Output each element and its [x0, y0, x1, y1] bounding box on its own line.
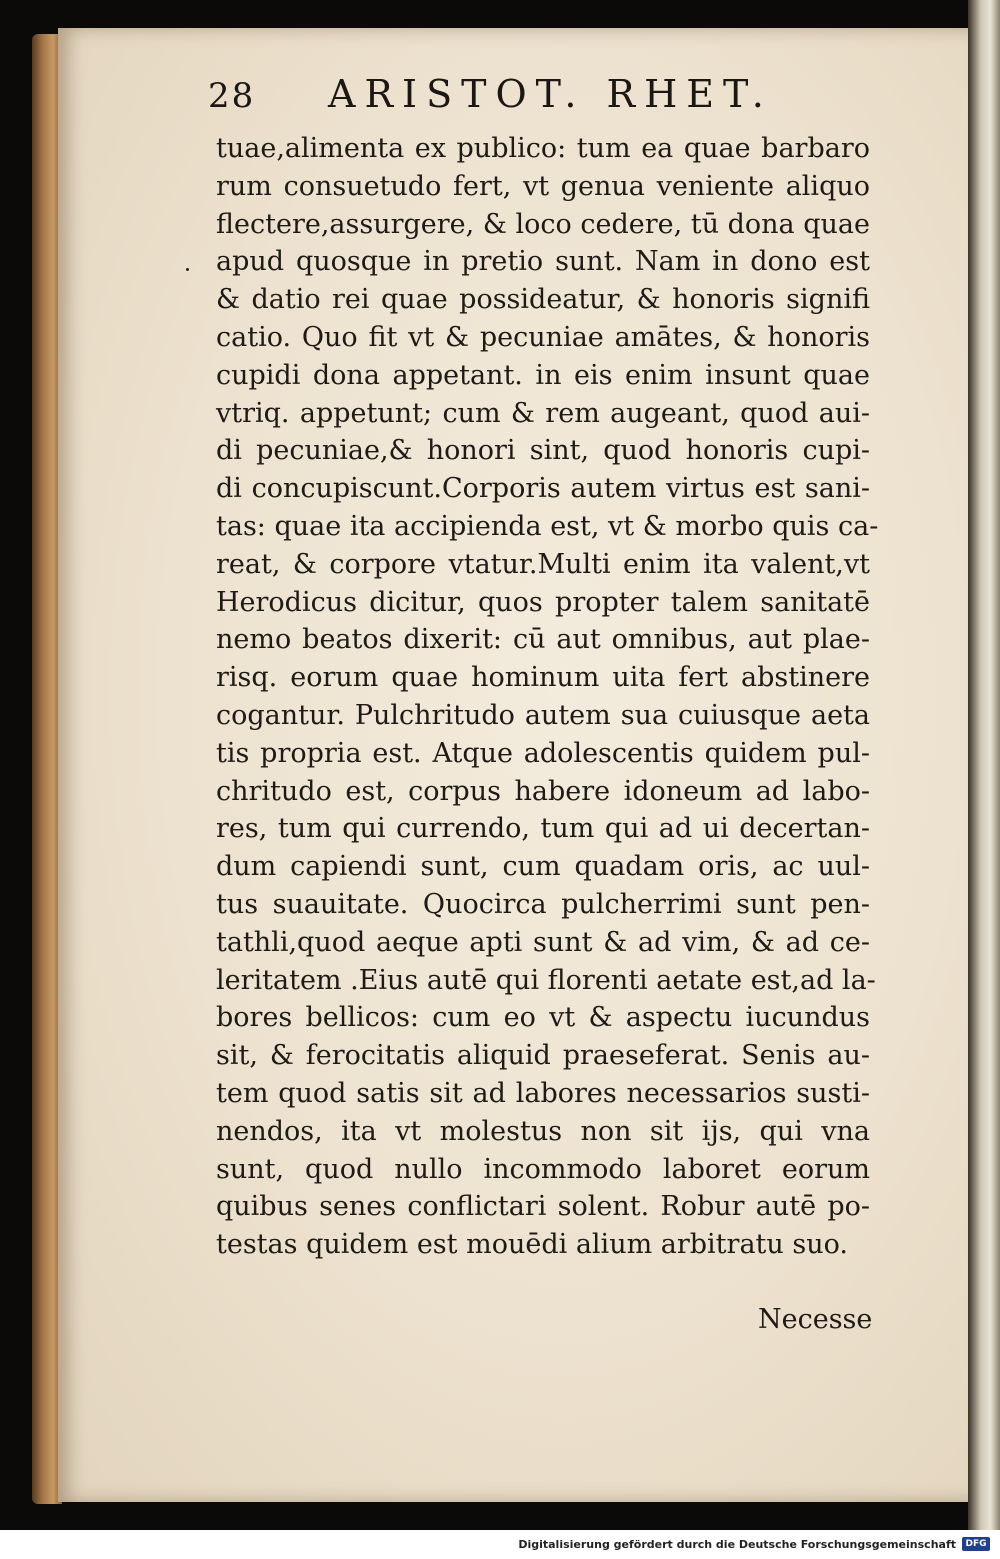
text-line: chritudo est, corpus habere idoneum ad labo- — [216, 775, 870, 807]
text-line: & datio rei quae possideatur, & honoris signifi — [216, 284, 870, 316]
body-text — [216, 130, 879, 1264]
text-line: tis propria est. Atque adolescentis quidem pul- — [216, 737, 870, 769]
text-line: Herodicus dicitur, quos propter talem sanitatē — [216, 586, 870, 618]
text-line: catio. Quo fit vt & pecuniae amātes, & honoris — [216, 321, 870, 353]
text-line: dum capiendi sunt, cum quadam oris, ac uul- — [216, 851, 870, 883]
text-line: tas: quae ita accipienda est, vt & morbo quis ca- — [216, 510, 879, 542]
text-line: tus suauitate. Quocirca pulcherrimi sunt pen- — [216, 888, 870, 920]
text-line: vtriq. appetunt; cum & rem augeant, quod aui- — [216, 397, 870, 429]
text-line: di pecuniae,& honori sint, quod honoris cupi- — [216, 435, 870, 467]
text-line: leritatem .Eius autē qui florenti aetate est,ad la- — [216, 964, 876, 996]
stray-ink-mark — [186, 268, 189, 271]
text-line: bores bellicos: cum eo vt & aspectu iucundus — [216, 1002, 870, 1034]
text-line: testas quidem est mouēdi alium arbitratu suo. — [216, 1229, 848, 1261]
dfg-logo-icon: DFG — [962, 1537, 990, 1551]
text-line: cogantur. Pulchritudo autem sua cuiusque aeta — [216, 699, 870, 731]
text-line: reat, & corpore vtatur.Multi enim ita valent,vt — [216, 548, 870, 580]
text-line: res, tum qui currendo, tum qui ad ui decertan- — [216, 813, 870, 845]
page-number: 28 — [208, 76, 256, 116]
text-line: risq. eorum quae hominum uita fert abstinere — [216, 662, 870, 694]
funding-credit: Digitalisierung gefördert durch die Deutsche Forschungsgemeinschaft — [518, 1538, 956, 1551]
text-line: quibus senes conflictari solent. Robur autē po- — [216, 1191, 870, 1223]
catchword: Necesse — [758, 1304, 873, 1335]
text-line: flectere,assurgere, & loco cedere, tū dona quae — [216, 208, 870, 240]
text-line: di concupiscunt.Corporis autem virtus est sani- — [216, 473, 870, 505]
text-line: cupidi dona appetant. in eis enim insunt quae — [216, 359, 870, 391]
text-line: tathli,quod aeque apti sunt & ad vim, & ad ce- — [216, 926, 870, 958]
digitization-footer — [0, 1530, 1000, 1559]
text-line: nendos, ita vt molestus non sit ijs, qui vna — [216, 1115, 870, 1147]
running-head: ARISTOT. RHET. — [328, 72, 773, 116]
page-edge-stack — [968, 0, 1000, 1530]
text-line: apud quosque in pretio sunt. Nam in dono est — [216, 246, 870, 278]
text-line: nemo beatos dixerit: cū aut omnibus, aut plae- — [216, 624, 870, 656]
text-line: sit, & ferocitatis aliquid praeseferat. Senis au- — [216, 1040, 870, 1072]
text-line: sunt, quod nullo incommodo laboret eorum — [216, 1153, 870, 1185]
text-line: tem quod satis sit ad labores necessarios susti- — [216, 1077, 870, 1109]
text-line: rum consuetudo fert, vt genua veniente aliquo — [216, 170, 870, 202]
text-line: tuae,alimenta ex publico: tum ea quae barbaro — [216, 133, 870, 164]
